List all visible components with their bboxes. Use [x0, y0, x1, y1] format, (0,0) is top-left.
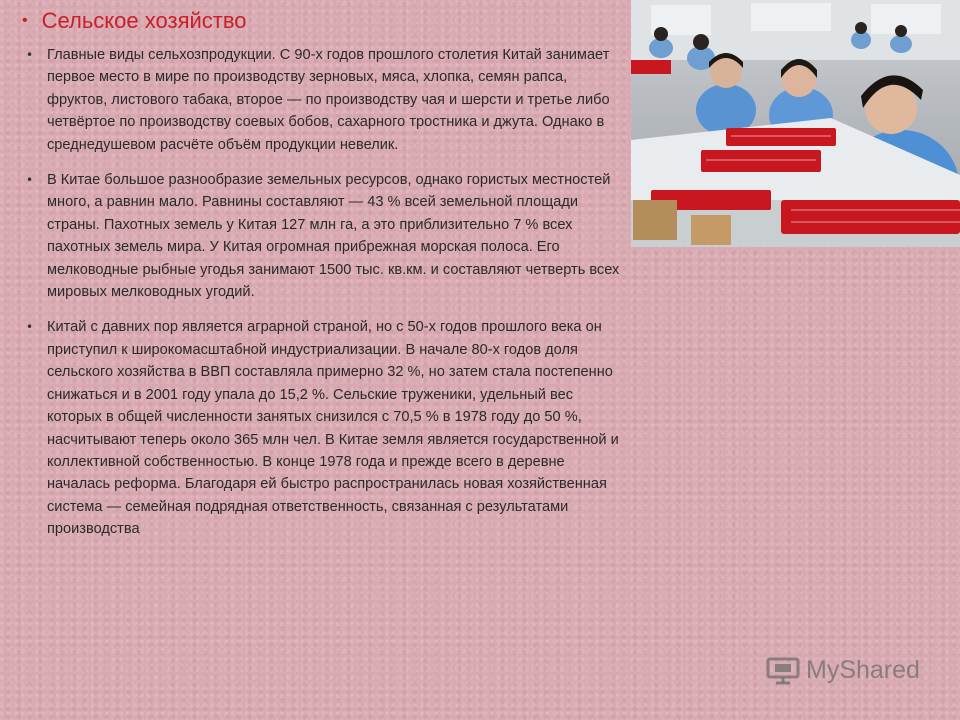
bullet-text: В Китае большое разнообразие земельных ресурсов, однако гористых местностей много, а равнин мало. Равнины составляют — 43 % всей земельной площади страны. Пахотных земель у Китая 127 млн га, а это приблизительно 7 % всех пахотных земель мира. У Китая огромная прибрежная морская полоса. Его мелководные рыбные угодья занимают 1500 тыс. кв.км. и составляют четверть всех мировых мелководных угодий. [47, 172, 620, 301]
bullet-text: Главные виды сельхозпродукции. С 90-х годов прошлого столетия Китай занимает первое место в мире по производству зерновых, мяса, хлопка, семян рапса, фруктов, листового табака, второе — по производству чая и шерсти и третье либо четвёртое по производству соевых бобов, сахарного тростника и джута. Однако в среднедушевом расчёте объём продукции невелик. [47, 47, 610, 153]
factory-workers-illustration [631, 0, 960, 247]
bullet-text: Китай с давних пор является аграрной страной, но с 50-х годов прошлого века он приступил к широкомасштабной индустриализации. В начале 80-х годов доля сельского хозяйства в ВВП составляла примерно 32 %, но затем стала постепенно снижаться и в 2001 году упала до 15,2 %. Сельские труженики, удельный вес которых в общей численности занятых снизился с 70,5 % в 1978 году до 50 %, насчитывают теперь около 365 млн чел. В Китае земля является государственной и коллективной собственностью. В конце 1978 года и прежде всего в деревне началась реформа. Благодаря ей быстро распространилась новая хозяйственная система — семейная подрядная ответственность, связанная с результатами производства [47, 319, 619, 538]
bullet-dot: • [26, 320, 34, 335]
title-bullet: • [22, 12, 28, 29]
bullet-item [26, 169, 626, 303]
slide-title-text: Сельское хозяйство [41, 8, 247, 33]
bullet-item [26, 316, 626, 540]
bullet-item [26, 44, 626, 156]
watermark-text: MyShared [806, 655, 920, 684]
slide-title [22, 8, 247, 34]
factory-workers-photo [631, 0, 960, 247]
myshared-watermark [766, 655, 920, 685]
slide-content [26, 44, 626, 554]
bullet-dot: • [26, 173, 34, 188]
bullet-dot: • [26, 48, 34, 62]
projector-screen-icon [766, 655, 800, 685]
